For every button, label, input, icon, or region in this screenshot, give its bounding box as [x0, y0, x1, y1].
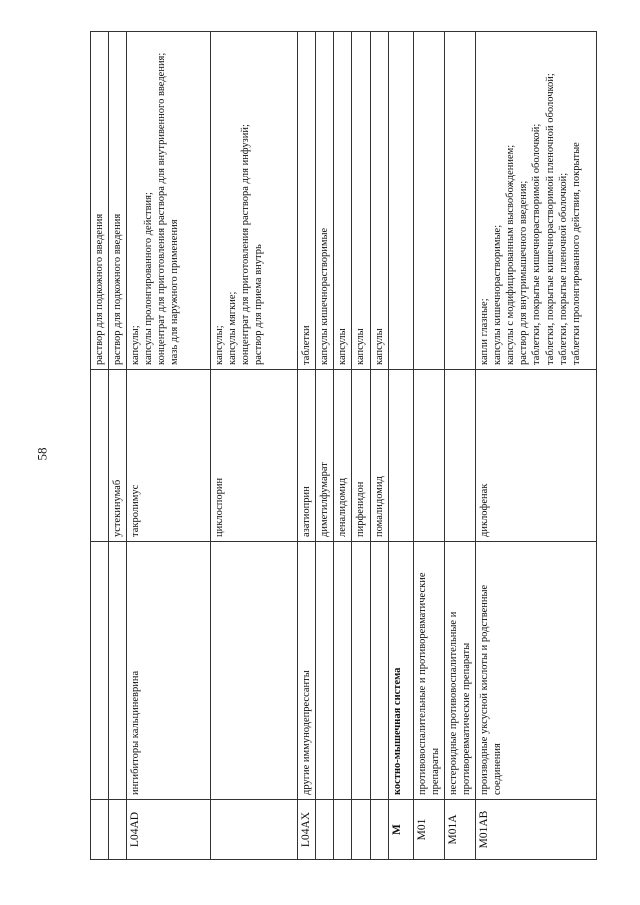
drug-name: [388, 370, 413, 542]
atc-code: M: [388, 800, 413, 860]
drug-name: диметилфумарат: [316, 370, 334, 542]
table-row: [388, 32, 413, 860]
rotated-page-content: [90, 32, 584, 860]
table-row: [316, 32, 334, 860]
atc-code: L04AD: [127, 800, 211, 860]
group-name: противовоспалительные и противоревматические препараты: [413, 542, 444, 800]
dosage-form: капсулы: [337, 328, 349, 365]
dosage-form: капсулы с модифицированным высвобождением;: [505, 144, 517, 365]
dosage-form: капсулы;: [130, 325, 142, 365]
dosage-forms: [388, 32, 413, 370]
atc-code: M01AB: [476, 800, 597, 860]
group-name: [91, 542, 109, 800]
dosage-forms: [413, 32, 444, 370]
dosage-form: раствор для приема внутрь: [253, 244, 265, 365]
dosage-forms: [444, 32, 475, 370]
dosage-form: капсулы: [373, 328, 385, 365]
atc-code: [91, 800, 109, 860]
dosage-forms: [298, 32, 316, 370]
table-row: [211, 32, 298, 860]
dosage-form: мазь для наружного применения: [169, 219, 181, 365]
dosage-forms: [316, 32, 334, 370]
atc-code: [316, 800, 334, 860]
group-name: нестероидные противовоспалительные и противоревматические препараты: [444, 542, 475, 800]
drug-name: диклофенак: [476, 370, 597, 542]
dosage-forms: [211, 32, 298, 370]
dosage-forms: [334, 32, 352, 370]
drug-name: пирфенидон: [352, 370, 370, 542]
drug-name: помалидомид: [370, 370, 388, 542]
dosage-form: таблетки пролонгированного действия, покрытые: [570, 142, 582, 365]
table-row: [370, 32, 388, 860]
group-name: [109, 542, 127, 800]
drug-name: [91, 370, 109, 542]
group-name: другие иммунодепрессанты: [298, 542, 316, 800]
group-name: производные уксусной кислоты и родственные соединения: [476, 542, 597, 800]
dosage-form: капсулы мягкие;: [227, 291, 239, 365]
atc-code: [109, 800, 127, 860]
table-row: [109, 32, 127, 860]
drug-name: [444, 370, 475, 542]
atc-code: [352, 800, 370, 860]
table-row: [334, 32, 352, 860]
table-row: [413, 32, 444, 860]
dosage-form: капсулы кишечнорастворимые: [319, 227, 331, 365]
dosage-form: капли глазные;: [479, 298, 491, 365]
group-name: [211, 542, 298, 800]
dosage-form: капсулы: [355, 328, 367, 365]
group-name: [370, 542, 388, 800]
drug-name: такролимус: [127, 370, 211, 542]
dosage-form: концентрат для приготовления раствора для внутривенного введения;: [156, 52, 168, 365]
dosage-forms: [352, 32, 370, 370]
table-row: [91, 32, 109, 860]
drug-name: азатиоприн: [298, 370, 316, 542]
table-row: [352, 32, 370, 860]
dosage-forms: [476, 32, 597, 370]
drug-name: [413, 370, 444, 542]
dosage-form: капсулы кишечнорастворимые;: [492, 224, 504, 365]
atc-code: [211, 800, 298, 860]
dosage-form: таблетки, покрытые пленочной оболочкой;: [557, 172, 569, 365]
dosage-form: таблетки, покрытые кишечнорастворимой оболочкой;: [531, 123, 543, 365]
dosage-forms: [127, 32, 211, 370]
drug-name: циклоспорин: [211, 370, 298, 542]
drug-table: [90, 31, 597, 860]
atc-code: M01: [413, 800, 444, 860]
table-row: [127, 32, 211, 860]
drug-name: устекинумаб: [109, 370, 127, 542]
atc-code: L04AX: [298, 800, 316, 860]
dosage-forms: [370, 32, 388, 370]
table-row: [444, 32, 475, 860]
table-row: [476, 32, 597, 860]
dosage-form: раствор для подкожного введения: [94, 213, 105, 365]
dosage-form: таблетки, покрытые кишечнорастворимой пленочной оболочкой;: [544, 73, 556, 365]
group-name: [334, 542, 352, 800]
group-name: [352, 542, 370, 800]
drug-name: леналидомид: [334, 370, 352, 542]
dosage-forms: [109, 32, 127, 370]
dosage-form: раствор для внутримышечного введения;: [518, 180, 530, 365]
dosage-forms: [91, 32, 109, 370]
atc-code: [370, 800, 388, 860]
group-name: ингибиторы кальциневрина: [127, 542, 211, 800]
page-number: 58: [34, 447, 50, 461]
group-name: [316, 542, 334, 800]
dosage-form: капсулы;: [214, 325, 226, 365]
dosage-form: раствор для подкожного введения: [112, 213, 124, 365]
dosage-form: таблетки: [301, 325, 313, 365]
table-row: [298, 32, 316, 860]
atc-code: M01A: [444, 800, 475, 860]
dosage-form: капсулы пролонгированного действия;: [143, 192, 155, 365]
dosage-form: концентрат для приготовления раствора для инфузий;: [240, 124, 252, 365]
atc-code: [334, 800, 352, 860]
group-name: костно-мышечная система: [388, 542, 413, 800]
